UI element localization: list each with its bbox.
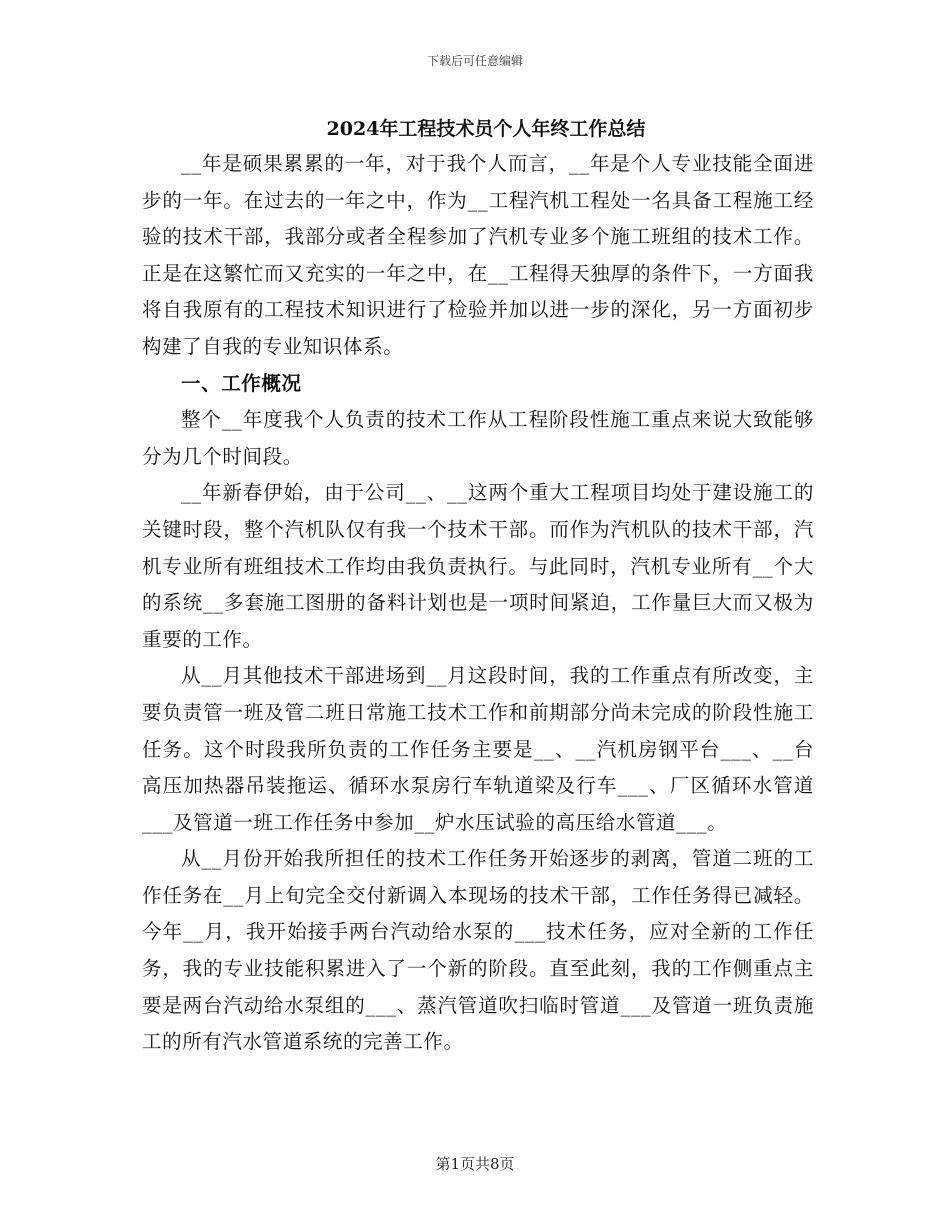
- header-note: 下载后可任意编辑: [426, 54, 523, 68]
- body-paragraph: 整个__年度我个人负责的技术工作从工程阶段性施工重点来说大致能够分为几个时间段。: [142, 408, 814, 468]
- document-title: 2024年工程技术员个人年终工作总结: [326, 118, 646, 140]
- body-paragraph: __年新春伊始，由于公司__、__这两个重大工程项目均处于建设施工的关键时段，整个汽机队仅有我一个技术干部。而作为汽机队的技术干部，汽机专业所有班组技术工作均由我负责执行。与此同时，汽机专业所有__个大的系统__多套施工图册的备料计划也是一项时间紧迫，工作量巨大而又极为重要的工作。: [142, 481, 814, 651]
- intro-paragraph: __年是硕果累累的一年，对于我个人而言，__年是个人专业技能全面进步的一年。在过去的一年之中，作为__工程汽机工程处一名具备工程施工经验的技术干部，我部分或者全程参加了汽机专业多个施工班组的技术工作。正是在这繁忙而又充实的一年之中，在__工程得天独厚的条件下，一方面我将自我原有的工程技术知识进行了检验并加以进一步的深化，另一方面初步构建了自我的专业知识体系。: [142, 152, 814, 358]
- body-paragraph: 从__月份开始我所担任的技术工作任务开始逐步的剥离，管道二班的工作任务在__月上旬完全交付新调入本现场的技术干部，工作任务得已减轻。今年__月，我开始接手两台汽动给水泵的___技术任务，应对全新的工作任务，我的专业技能积累进入了一个新的阶段。直至此刻，我的工作侧重点主要是两台汽动给水泵组的___、蒸汽管道吹扫临时管道___及管道一班负责施工的所有汽水管道系统的完善工作。: [142, 847, 814, 1054]
- document-body: [142, 112, 814, 1061]
- body-paragraph: 从__月其他技术干部进场到__月这段时间，我的工作重点有所改变，主要负责管一班及管二班日常施工技术工作和前期部分尚未完成的阶段性施工任务。这个时段我所负责的工作任务主要是__、__汽机房钢平台___、__台高压加热器吊装拖运、循环水泵房行车轨道梁及行车___、厂区循环水管道___及管道一班工作任务中参加__炉水压试验的高压给水管道___。: [142, 664, 814, 834]
- section-heading: 一、工作概况: [181, 371, 302, 395]
- page-number: 第1页共8页: [435, 1155, 515, 1173]
